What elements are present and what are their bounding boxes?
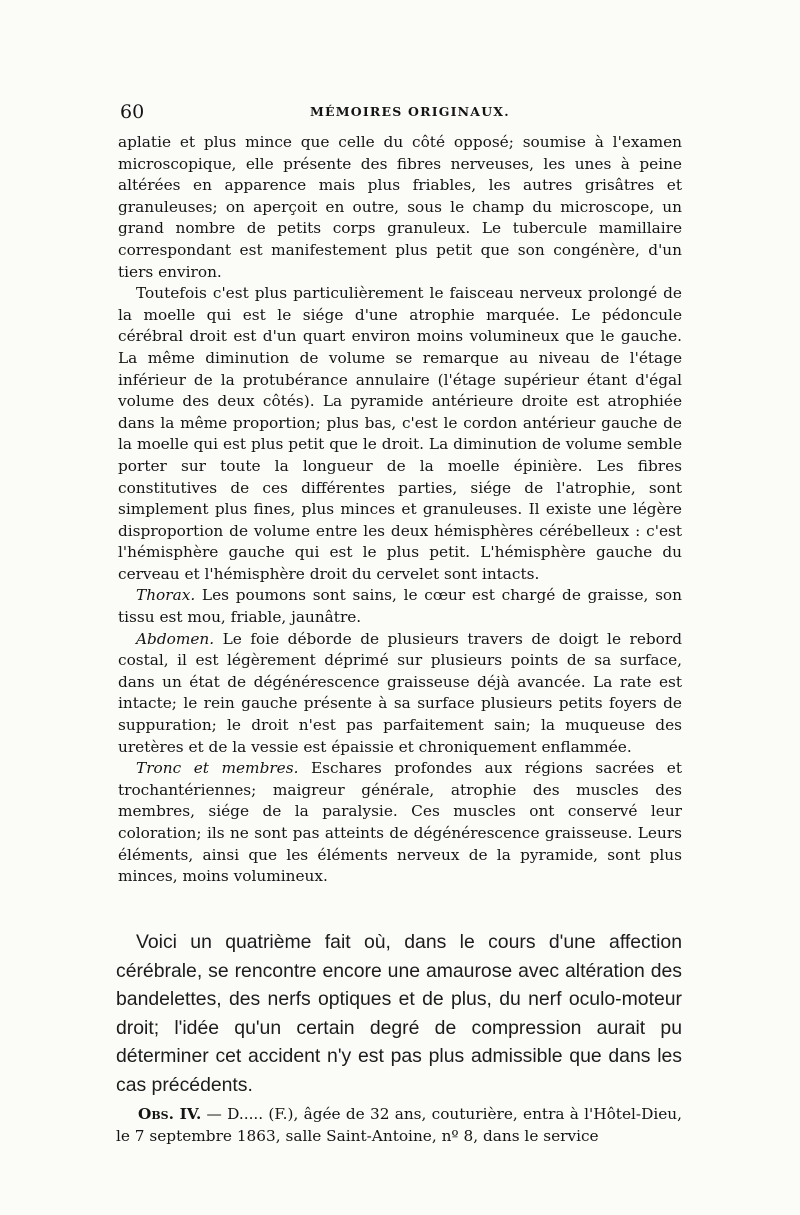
paragraph-thorax [118,585,682,628]
observation-paragraph [116,1104,682,1147]
paragraph-abdomen-heading: Abdomen. [136,629,215,648]
paragraph-tronc [118,758,682,888]
paragraph-tronc-heading: Tronc et membres. [136,759,299,778]
paragraph-abdomen-text: Le foie déborde de plusieurs travers de doigt le rebord costal, il est légèrement déprimé sur plusieurs points de sa surface, dans un état de dégénérescence graisseuse déjà avancée. La rate est intacte; le rein gauche présente à sa surface plusieurs petits foyers de suppuration; le droit n'est pas parfaitement sain; la muqueuse des uretères et de la vessie est épaissie et chroniquement enflammée. [118,629,682,756]
observation-block [116,1104,682,1147]
paragraph-thorax-text: Les poumons sont sains, le cœur est chargé de graisse, son tissu est mou, friable, jaunâtre. [118,586,682,627]
observation-label: Obs. IV. [138,1105,202,1123]
running-title: MÉMOIRES ORIGINAUX. [310,104,510,119]
page-number: 60 [120,101,145,123]
paragraph-2 [118,283,682,585]
paragraph-2-text: Toutefois c'est plus particulièrement le faisceau nerveux prolongé de la moelle qui est le siége d'une atrophie marquée. Le pédoncule cérébral droit est d'un quart environ moins volumineux que le gauche. La même diminution de volume se remarque au niveau de l'étage inférieur de la protubérance annulaire (l'étage supérieur étant d'égal volume des deux côtés). La pyramide antérieure droite est atrophiée dans la même proportion; plus bas, c'est le cordon antérieur gauche de la moelle qui est plus petit que le droit. La diminution de volume semble porter sur toute la longueur de la moelle épinière. Les fibres constitutives de ces différentes parties, siége de l'atrophie, sont simplement plus fines, plus minces et granuleuses. Il existe une légère disproportion de volume entre les deux hémisphères cérébelleux : c'est l'hémisphère gauche qui est le plus petit. L'hémisphère gauche du cerveau et l'hémisphère droit du cervelet sont intacts. [118,284,682,583]
paragraph-1 [118,132,682,283]
paragraph-thorax-heading: Thorax. [136,586,196,605]
observation-text: — D..... (F.), âgée de 32 ans, couturière, entra à l'Hôtel-Dieu, le 7 septembre 1863, salle Saint-Antoine, nº 8, dans le service [116,1105,682,1145]
paragraph-1-text: aplatie et plus mince que celle du côté opposé; soumise à l'examen microscopique, elle présente des fibres nerveuses, les unes à peine altérées en apparence mais plus friables, les autres grisâtres et granuleuses; on aperçoit en outre, sous le champ du microscope, un grand nombre de petits corps granuleux. Le tubercule mamillaire correspondant est manifestement plus petit que son congénère, d'un tiers environ. [118,133,682,281]
body-text [118,132,682,888]
paragraph-tronc-text: Eschares profondes aux régions sacrées et trochantériennes; maigreur générale, atrophie des muscles des membres, siége de la paralysie. Ces muscles ont conservé leur coloration; ils ne sont pas atteints de dégénérescence graisseuse. Leurs éléments, ainsi que les éléments nerveux de la pyramide, sont plus minces, moins volumineux. [118,759,682,886]
paragraph-abdomen [118,629,682,759]
summary-paragraph: Voici un quatrième fait où, dans le cours d'une affection cérébrale, se rencontre encore une amaurose avec altération des bandelettes, des nerfs optiques et de plus, du nerf oculo-moteur droit; l'idée qu'un certain degré de compression aurait pu déterminer cet accident n'y est pas plus admissible que dans les cas précédents. [116,931,682,1096]
summary-block [116,928,682,1100]
running-head [120,101,682,125]
